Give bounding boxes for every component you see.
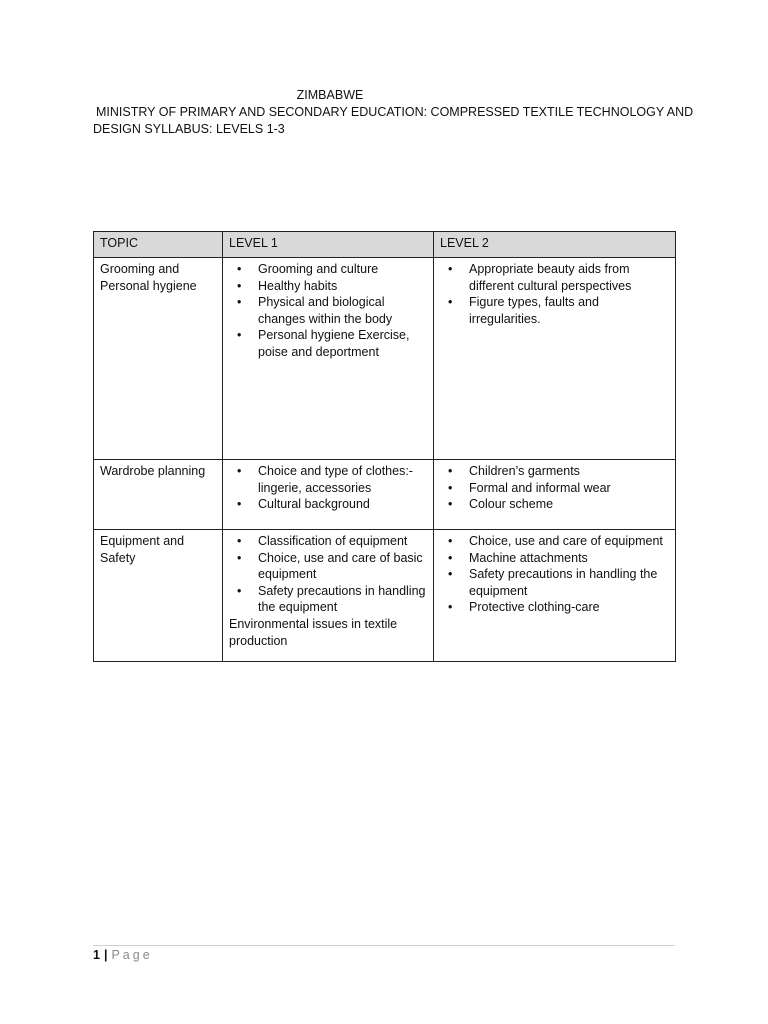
level-2-list: [440, 261, 669, 327]
list-item: • Machine attachments: [440, 550, 669, 567]
list-item: • Protective clothing-care: [440, 599, 669, 616]
syllabus-title: [93, 104, 694, 137]
table-header-row: [94, 232, 676, 258]
header-topic: TOPIC: [94, 232, 223, 258]
list-item: • Personal hygiene Exercise, poise and deportment: [229, 327, 427, 360]
level-1-list: [229, 463, 427, 513]
level-2-cell: [434, 530, 676, 662]
syllabus-title-line-2: DESIGN SYLLABUS: LEVELS 1-3: [93, 121, 285, 136]
list-item: • Classification of equipment: [229, 533, 427, 550]
level-1-list: [229, 261, 427, 360]
level-2-list: [440, 463, 669, 513]
list-item: • Formal and informal wear: [440, 480, 669, 497]
list-item: • Physical and biological changes within the body: [229, 294, 427, 327]
page-label: Page: [111, 948, 153, 962]
topic-cell: [94, 530, 223, 662]
topic-cell: [94, 460, 223, 530]
list-item: • Safety precautions in handling the equipment: [229, 583, 427, 616]
level-2-cell: [434, 460, 676, 530]
header-level-1: LEVEL 1: [223, 232, 434, 258]
level-1-cell: [223, 258, 434, 460]
table-row: [94, 258, 676, 460]
level-1-note: [229, 616, 427, 650]
table-row: [94, 530, 676, 662]
note-line: Environmental issues in textile: [229, 616, 398, 631]
list-item: • Choice, use and care of equipment: [440, 533, 669, 550]
country-heading: ZIMBABWE: [296, 88, 364, 102]
topic-text: Wardrobe planning: [100, 464, 206, 478]
level-2-cell: [434, 258, 676, 460]
level-1-cell: [223, 460, 434, 530]
list-item: • Safety precautions in handling the equipment: [440, 566, 669, 599]
topic-text: Personal hygiene: [100, 278, 197, 293]
topic-cell: [94, 258, 223, 460]
note-line: production: [229, 634, 288, 648]
list-item: • Cultural background: [229, 496, 427, 513]
page-number: 1: [93, 948, 100, 962]
list-item: • Appropriate beauty aids from different cultural perspectives: [440, 261, 669, 294]
table-row: [94, 460, 676, 530]
topic-text: Safety: [100, 550, 136, 565]
list-item: • Choice and type of clothes:- lingerie, accessories: [229, 463, 427, 496]
topic-text: Equipment and: [100, 534, 185, 548]
syllabus-title-line-1: MINISTRY OF PRIMARY AND SECONDARY EDUCATION: COMPRESSED TEXTILE TECHNOLOGY AND: [96, 105, 694, 119]
list-item: • Colour scheme: [440, 496, 669, 513]
header-level-2: LEVEL 2: [434, 232, 676, 258]
list-item: • Grooming and culture: [229, 261, 427, 278]
level-1-list: [229, 533, 427, 616]
footer-divider: [93, 945, 675, 946]
level-2-list: [440, 533, 669, 616]
list-item: • Children’s garments: [440, 463, 669, 480]
level-1-cell: [223, 530, 434, 662]
list-item: • Choice, use and care of basic equipment: [229, 550, 427, 583]
page-footer: [93, 948, 153, 962]
list-item: • Healthy habits: [229, 278, 427, 295]
footer-separator: |: [103, 948, 108, 962]
topic-text: Grooming and: [100, 262, 180, 276]
syllabus-table: [93, 231, 676, 662]
list-item: • Figure types, faults and irregularities.: [440, 294, 669, 327]
